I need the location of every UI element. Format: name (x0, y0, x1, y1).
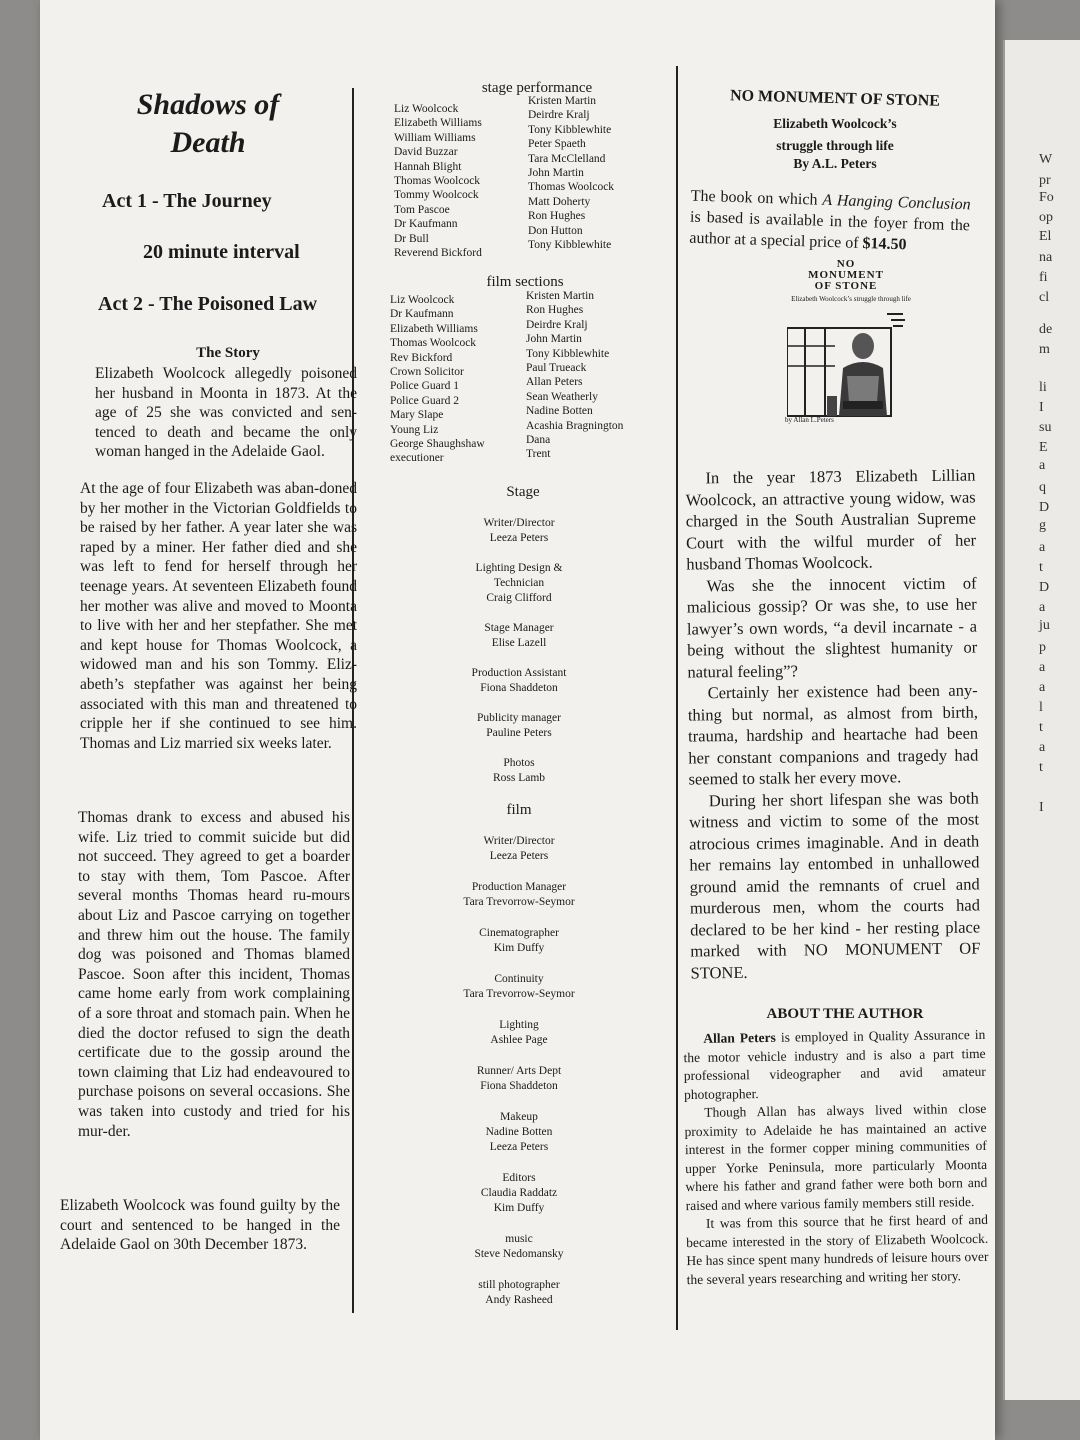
next-page-fragment: a (1039, 660, 1046, 675)
cover-author: by Allan L.Peters (785, 416, 834, 424)
play-title-line1: Shadows of (136, 88, 280, 121)
crew-role: Runner/ Arts Dept (476, 1065, 562, 1077)
film-actor: Trent (526, 448, 551, 461)
next-page-fragment: a (1039, 680, 1046, 695)
column-rule-right (676, 66, 678, 1330)
next-page-fragment: D (1039, 500, 1050, 515)
crew-name: Kim Duffy (493, 1202, 545, 1214)
stage-actor: Ron Hughes (528, 210, 586, 223)
film-roles-list (390, 293, 485, 466)
crew-name: Craig Clifford (486, 592, 552, 604)
next-page-fragment: de (1039, 322, 1053, 337)
next-page-fragment: ju (1039, 618, 1050, 633)
next-page-fragment: li (1039, 380, 1047, 395)
crew-role: Cinematographer (479, 927, 559, 939)
next-page-fragment: q (1039, 480, 1046, 495)
stage-role: William Williams (394, 131, 476, 144)
stage-actor: Tony Kibblewhite (528, 239, 612, 252)
crew-role: Publicity manager (477, 712, 561, 724)
next-page-fragment: D (1039, 580, 1050, 595)
cover-title-3: OF STONE (814, 280, 878, 292)
stage-actor: Thomas Woolcock (528, 181, 615, 194)
film-actor: Ron Hughes (526, 304, 584, 317)
film-role: Young Liz (390, 423, 439, 436)
crew-role: Photos (503, 757, 535, 769)
book-paragraph-4: During her short lifespan she was both witness and victim to some of the most atrocious crimes imaginable. And in death her remains lay entombed in unhallowed ground amid the remnants of cruel and murderous men, whom the courts had declared to be her kind - her resting place marked with NO MONUMENT OF STONE. (688, 787, 981, 983)
crew-name: Ashlee Page (490, 1034, 548, 1046)
film-actor: Sean Weatherly (526, 390, 598, 403)
book-paragraph-3: Certainly her existence had been any-thing but normal, as almost from birth, trauma, hardship and heartache had been her constant companions and tragedy had seemed to stalk her every move. (687, 680, 979, 789)
crew-name: Technician (493, 577, 545, 589)
book-paragraph-1: In the year 1873 Elizabeth Lillian Woolcock, an attractive young widow, was charged in the South Australian Supreme Court with the wilful murder of her husband Thomas Woolcock. (685, 465, 977, 574)
stage-performance-heading: stage performance (481, 80, 593, 96)
next-page-fragment: op (1039, 210, 1053, 225)
promo-text-post: is based is available in the foyer from the author at a special price of (689, 208, 971, 253)
film-role: Crown Solicitor (390, 366, 464, 379)
film-actor: John Martin (526, 333, 582, 346)
film-actor: Nadine Botten (526, 405, 593, 418)
film-role: Rev Bickford (390, 351, 453, 364)
next-page-fragment: t (1039, 760, 1043, 775)
film-role: Mary Slape (390, 409, 444, 422)
film-actor: Kristen Martin (526, 290, 595, 302)
crew-role: Production Manager (471, 881, 567, 893)
story-paragraph-1: Elizabeth Woolcock allegedly poisoned her husband in Moonta in 1873. At the age of 25 she was convicted and sen-tenced to death and became the only woman hanged in the Adelaide Gaol. (95, 365, 357, 461)
crew-credit (380, 1232, 658, 1262)
about-paragraph-1 (683, 1026, 986, 1104)
crew-credit (380, 1018, 658, 1048)
stage-role: Liz Woolcock (394, 103, 459, 115)
crew-credit (380, 972, 658, 1002)
stage-role: Hannah Blight (394, 160, 462, 173)
stage-role: Dr Bull (394, 232, 429, 245)
next-page-fragment: a (1039, 458, 1046, 473)
crew-role: still photographer (478, 1279, 560, 1291)
crew-role: Writer/Director (483, 517, 555, 529)
author-name: Allan Peters (703, 1029, 776, 1046)
crew-name: Fiona Shaddeton (480, 1080, 558, 1092)
film-role: Liz Woolcock (390, 294, 455, 306)
crew-role: Stage Manager (484, 622, 554, 634)
next-page-fragment: t (1039, 560, 1043, 575)
stage-actor: Don Hutton (528, 224, 583, 237)
crew-role: Lighting Design & (475, 562, 563, 574)
book-subtitle-1: Elizabeth Woolcock’s (773, 116, 897, 131)
film-sections-heading: film sections (486, 274, 564, 290)
next-page-fragment: a (1039, 740, 1046, 755)
next-page-fragment: t (1039, 720, 1043, 735)
film-role: Police Guard 1 (390, 380, 459, 393)
film-role: executioner (390, 452, 444, 465)
crew-role: music (505, 1233, 533, 1245)
crew-name: Claudia Raddatz (480, 1187, 558, 1199)
film-actor: Paul Trueack (526, 362, 587, 375)
stage-actor: John Martin (528, 167, 584, 180)
stage-actor: Peter Spaeth (528, 138, 586, 151)
film-role: Dr Kaufmann (390, 308, 454, 321)
next-page-fragment: m (1039, 342, 1050, 357)
stage-actor: Kristen Martin (528, 95, 597, 107)
book-title: NO MONUMENT OF STONE (729, 87, 941, 110)
about-author (683, 1026, 989, 1289)
book-subtitle-2: struggle through life (776, 138, 894, 153)
stage-role: Elizabeth Williams (394, 117, 482, 130)
about-paragraph-1-text: is employed in Quality Assurance in the motor vehicle industry and is also a part time professional videographer and avid amateur photographer. (683, 1026, 986, 1102)
next-page-fragment: g (1039, 518, 1046, 533)
stage-actor: Tara McClelland (528, 152, 606, 165)
next-page-fragment: su (1039, 420, 1052, 435)
stage-role: Thomas Woolcock (394, 175, 481, 188)
crew-name: Leeza Peters (489, 1141, 549, 1153)
stage-role: David Buzzar (394, 146, 458, 159)
crew-name: Kim Duffy (493, 942, 545, 954)
crew-role: Writer/Director (483, 835, 555, 847)
stage-role: Dr Kaufmann (394, 218, 458, 231)
book-author: By A.L. Peters (793, 156, 877, 171)
book-cover-image (781, 258, 911, 430)
adjacent-page (1003, 40, 1080, 1400)
story-paragraph-4: Elizabeth Woolcock was found guilty by the court and sentenced to be hanged in the Adelaide Gaol on 30th December 1873. (60, 1197, 340, 1254)
film-actor: Allan Peters (526, 376, 583, 389)
crew-credit (380, 621, 658, 651)
story-paragraph-2: At the age of four Elizabeth was aban-doned by her mother in the Victorian Goldfields to be raised by her father. A year later she was raped by a miner. Her father died and she was left to fend for herself through her teenage years. At seventeen Elizabeth found her mother was alive and moved to Moonta to live with her and her stepfather. She met and kept house for Thomas Woolcock, a widowed man and his son Tommy. Eliz-abeth’s stepfather was against her being associated with this man and threatened to cripple her if she continued to see him. Thomas and Liz married six weeks later. (80, 480, 357, 752)
stage-roles-list (394, 102, 482, 260)
film-role: Police Guard 2 (390, 394, 459, 407)
film-role: Elizabeth Williams (390, 322, 478, 335)
stage-role: Tom Pascoe (394, 203, 450, 216)
cover-illustration (787, 306, 909, 424)
film-role: Thomas Woolcock (390, 337, 477, 350)
book-description (685, 464, 980, 983)
next-page-fragment: Fo (1039, 190, 1054, 205)
crew-name: Tara Trevorrow-Seymor (463, 896, 575, 908)
crew-name: Pauline Peters (486, 727, 552, 739)
next-page-fragment: W (1039, 152, 1053, 167)
promo-play-title: A Hanging Conclusion (822, 191, 971, 214)
next-page-fragment: na (1039, 250, 1053, 265)
stage-crew-heading: Stage (506, 484, 540, 500)
next-page-fragment: p (1039, 640, 1046, 655)
crew-credit (380, 756, 658, 786)
crew-name: Leeza Peters (489, 532, 549, 544)
crew-name: Elise Lazell (491, 637, 547, 649)
film-actors-list (526, 289, 623, 462)
cover-title-1: NO (836, 258, 856, 270)
next-page-fragment: l (1039, 700, 1043, 715)
next-page-fragment: E (1039, 440, 1048, 455)
stage-actor: Tony Kibblewhite (528, 123, 612, 136)
about-author-heading: ABOUT THE AUTHOR (766, 1006, 924, 1022)
crew-name: Tara Trevorrow-Seymor (463, 988, 575, 1000)
crew-name: Nadine Botten (485, 1126, 553, 1138)
cover-subtitle: Elizabeth Woolcock’s struggle through life (791, 295, 911, 303)
book-promo (689, 186, 971, 258)
crew-name: Ross Lamb (492, 772, 546, 784)
crew-credit (380, 834, 658, 864)
cover-title-2: MONUMENT (808, 269, 884, 281)
crew-credit (380, 666, 658, 696)
film-role: George Shaughshaw (390, 438, 485, 451)
crew-name: Andy Rasheed (485, 1294, 553, 1306)
story-paragraph-3: Thomas drank to excess and abused his wife. Liz tried to commit suicide but did not succeed. They agreed to get a boarder to stay with them, Tom Pascoe. After several months Thomas heard ru-mours about Liz and Pascoe carrying on together and threw him out the house. The family dog was poisoned and Thomas blamed Pascoe. Soon after this incident, Thomas came home early from work complaining of a sore throat and stomach pain. When he died the doctor refused to sign the death certificate due to the gossip around the town claiming that Liz had endeavoured to purchase poisons on several occasions. She was taken into custody and tried for his mur-der. (78, 809, 350, 1140)
crew-role: Lighting (499, 1019, 539, 1031)
crew-name: Leeza Peters (489, 850, 549, 862)
crew-credit (380, 1171, 658, 1216)
story-heading: The Story (196, 345, 260, 361)
crew-credit (380, 561, 658, 606)
crew-credit (380, 711, 658, 741)
act-1: Act 1 - The Journey (102, 190, 272, 212)
crew-credit (380, 926, 658, 956)
crew-role: Production Assistant (471, 667, 567, 679)
book-paragraph-2: Was she the innocent victim of malicious gossip? Or was she, to use her lawyer’s own words, “a devil incarnate - a being without the slightest humanity or natural feeling”? (686, 572, 978, 682)
crew-credit (380, 1110, 658, 1155)
stage-actor: Matt Doherty (528, 195, 591, 208)
crew-name: Steve Nedomansky (474, 1248, 564, 1260)
crew-credit (380, 516, 658, 546)
film-actor: Tony Kibblewhite (526, 347, 610, 360)
film-actor: Deirdre Kralj (526, 318, 588, 331)
about-paragraph-2: Though Allan has always lived within close proximity to Adelaide he has maintained an active interest in the former copper mining communities of upper Yorke Peninsula, more particularly Moonta where his father and grand father were both born and raised and where various family members still reside. (684, 1100, 988, 1213)
crew-credit (380, 1278, 658, 1308)
act-2: Act 2 - The Poisoned Law (98, 293, 318, 315)
stage-role: Reverend Bickford (394, 247, 482, 260)
crew-role: Continuity (494, 973, 544, 985)
next-page-fragment: El (1039, 229, 1052, 244)
next-page-fragment: fi (1039, 270, 1048, 285)
crew-credit (380, 1064, 658, 1094)
promo-text-pre: The book on which (690, 187, 823, 209)
stage-actors-list (528, 94, 614, 252)
stage-role: Tommy Woolcock (394, 189, 479, 202)
crew-name: Fiona Shaddeton (480, 682, 558, 694)
crew-role: Makeup (500, 1111, 538, 1123)
interval: 20 minute interval (143, 241, 300, 263)
about-paragraph-3: It was from this source that he first heard of and became interested in the story of Elizabeth Woolcock. He has since spent many hundreds of leisure hours over the several years researching and writing her story. (686, 1211, 989, 1287)
crew-credit (380, 880, 658, 910)
next-page-fragment: I (1039, 800, 1044, 815)
play-title-line2: Death (170, 126, 246, 159)
next-page-fragment: a (1039, 600, 1046, 615)
film-crew-heading: film (506, 802, 532, 818)
promo-price: $14.50 (862, 235, 907, 254)
next-page-fragment: pr (1039, 173, 1051, 188)
next-page-fragment: I (1039, 400, 1044, 415)
stage-actor: Deirdre Kralj (528, 109, 590, 122)
next-page-fragment: cl (1039, 290, 1050, 305)
film-actor: Acashia Bragnington (526, 419, 624, 432)
film-actor: Dana (526, 434, 551, 447)
next-page-fragment: a (1039, 540, 1046, 555)
crew-role: Editors (502, 1172, 536, 1184)
